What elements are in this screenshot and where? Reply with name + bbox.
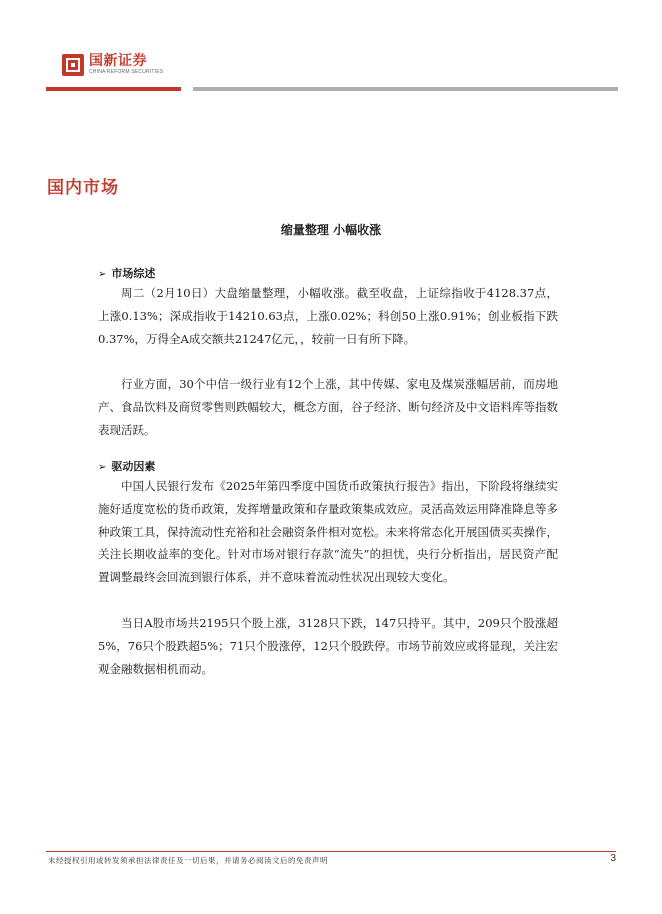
subheading-label: 市场综述 [111,267,156,280]
chevron-right-icon: ➢ [98,462,107,473]
paragraph: 周二（2月10日）大盘缩量整理，小幅收涨。截至收盘，上证综指收于4128.37点，上涨0.13%；深成指收于14210.63点，上涨0.02%；科创50上涨0.91%；创业板指下跌0.37%，万得全A成交额共21247亿元，，较前一日有所下降。 [98,286,558,346]
section-title: 国内市场 [47,178,119,198]
subheading-market-overview [98,265,155,281]
header-rule-red [46,87,181,91]
paragraph: 当日A股市场共2195只个股上涨，3128只下跌，147只持平。其中，209只个股涨超5%，76只个股跌超5%；71只个股涨停，12只个股跌停。市场节前效应或将显现，关注宏观金融数据相机而动。 [98,616,558,676]
chevron-right-icon: ➢ [98,269,107,280]
paragraph: 中国人民银行发布《2025年第四季度中国货币政策执行报告》指出，下阶段将继续实施好适度宽松的货币政策，发挥增量政策和存量政策集成效应。灵活高效运用降准降息等多种政策工具，保持流动性充裕和社会融资条件相对宽松。未来将常态化开展国债买卖操作，关注长期收益率的变化。针对市场对银行存款“流失”的担忧，央行分析指出，居民资产配置调整最终会回流到银行体系，并不意味着流动性状况出现较大变化。 [98,479,558,585]
header-rule-gray [193,87,618,91]
subheading-label: 驱动因素 [111,460,156,473]
paragraph: 行业方面，30个中信一级行业有12个上涨，其中传媒、家电及煤炭涨幅居前，而房地产、食品饮料及商贸零售则跌幅较大，概念方面，谷子经济、断句经济及中文语料库等指数表现活跃。 [98,377,558,437]
article-title: 缩量整理 小幅收涨 [280,223,382,237]
logo-text [89,54,163,76]
brand-logo [62,52,163,78]
logo-en: CHINA REFORM SECURITIES [89,69,164,75]
logo-cn: 国新证券 [89,53,147,69]
page-number: 3 [610,853,616,864]
footer-disclaimer: 未经授权引用或转发须承担法律责任及一切后果，并请务必阅读文后的免责声明 [48,856,328,865]
footer-rule [46,851,616,852]
subheading-drivers [98,458,155,474]
logo-mark-icon [62,54,84,76]
